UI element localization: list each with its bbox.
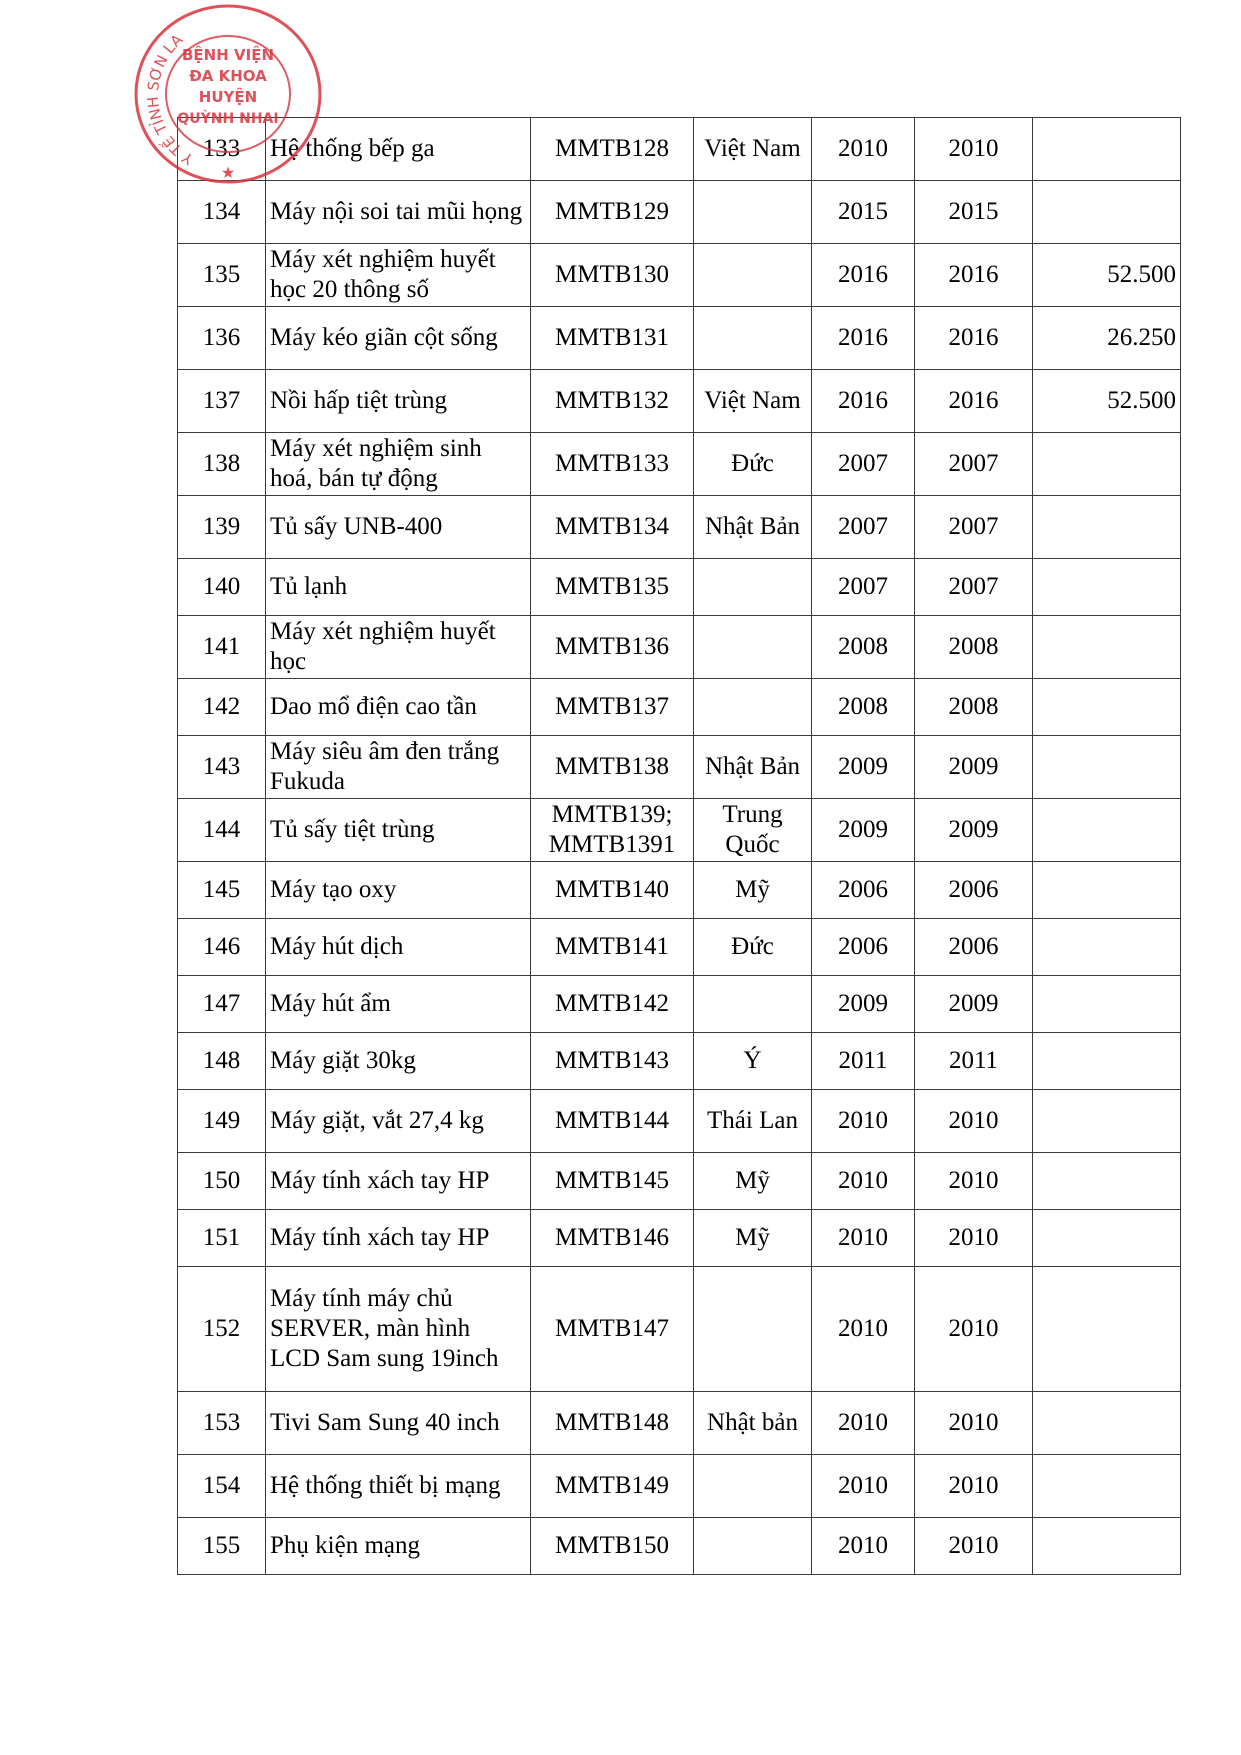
origin-country [694,976,812,1033]
year-of-manufacture: 2007 [812,559,915,616]
year-of-manufacture: 2008 [812,616,915,679]
origin-country: Mỹ [694,862,812,919]
equipment-name: Máy xét nghiệm huyết học 20 thông số [266,244,531,307]
table-row [178,1033,1181,1090]
year-in-use: 2007 [915,433,1033,496]
asset-code: MMTB134 [531,496,694,559]
table-row [178,1210,1181,1267]
origin-country [694,244,812,307]
value-cell [1033,862,1181,919]
row-number: 146 [178,919,266,976]
value-cell [1033,1392,1181,1455]
year-of-manufacture: 2010 [812,1153,915,1210]
year-in-use: 2010 [915,1267,1033,1392]
value-cell: 52.500 [1033,370,1181,433]
asset-code: MMTB130 [531,244,694,307]
asset-code: MMTB139; MMTB1391 [531,799,694,862]
equipment-name: Hệ thống thiết bị mạng [266,1455,531,1518]
equipment-name: Máy tính máy chủ SERVER, màn hình LCD Sam sung 19inch [266,1267,531,1392]
year-of-manufacture: 2009 [812,736,915,799]
row-number: 150 [178,1153,266,1210]
value-cell [1033,1153,1181,1210]
year-of-manufacture: 2010 [812,1210,915,1267]
row-number: 143 [178,736,266,799]
row-number: 144 [178,799,266,862]
year-of-manufacture: 2011 [812,1033,915,1090]
year-in-use: 2009 [915,736,1033,799]
stamp-line-1: BỆNH VIỆN [182,46,274,64]
row-number: 139 [178,496,266,559]
value-cell [1033,433,1181,496]
origin-country: Nhật Bản [694,736,812,799]
year-of-manufacture: 2006 [812,862,915,919]
year-in-use: 2009 [915,799,1033,862]
row-number: 137 [178,370,266,433]
row-number: 142 [178,679,266,736]
table-row [178,370,1181,433]
year-in-use: 2010 [915,1210,1033,1267]
equipment-name: Máy hút ẩm [266,976,531,1033]
asset-code: MMTB132 [531,370,694,433]
value-cell [1033,919,1181,976]
asset-code: MMTB145 [531,1153,694,1210]
year-in-use: 2007 [915,559,1033,616]
year-in-use: 2010 [915,1153,1033,1210]
equipment-name: Dao mổ điện cao tần [266,679,531,736]
row-number: 147 [178,976,266,1033]
table-row [178,244,1181,307]
row-number: 141 [178,616,266,679]
year-in-use: 2011 [915,1033,1033,1090]
equipment-name: Máy tính xách tay HP [266,1153,531,1210]
row-number: 151 [178,1210,266,1267]
table-row [178,496,1181,559]
year-in-use: 2015 [915,181,1033,244]
row-number: 140 [178,559,266,616]
origin-country: Mỹ [694,1153,812,1210]
equipment-name: Máy siêu âm đen trắng Fukuda [266,736,531,799]
year-of-manufacture: 2007 [812,496,915,559]
year-of-manufacture: 2010 [812,118,915,181]
asset-code: MMTB144 [531,1090,694,1153]
origin-country [694,1518,812,1575]
asset-code: MMTB146 [531,1210,694,1267]
origin-country [694,559,812,616]
table-row [178,679,1181,736]
value-cell: 52.500 [1033,244,1181,307]
table-row [178,799,1181,862]
origin-country [694,307,812,370]
year-in-use: 2006 [915,862,1033,919]
asset-code: MMTB129 [531,181,694,244]
year-in-use: 2008 [915,616,1033,679]
value-cell [1033,1518,1181,1575]
value-cell [1033,559,1181,616]
origin-country: Việt Nam [694,118,812,181]
asset-code: MMTB128 [531,118,694,181]
year-in-use: 2007 [915,496,1033,559]
value-cell [1033,1090,1181,1153]
year-of-manufacture: 2010 [812,1267,915,1392]
equipment-name: Máy hút dịch [266,919,531,976]
value-cell [1033,976,1181,1033]
equipment-name: Máy tạo oxy [266,862,531,919]
table-row [178,1392,1181,1455]
year-of-manufacture: 2010 [812,1518,915,1575]
year-of-manufacture: 2010 [812,1392,915,1455]
year-in-use: 2016 [915,307,1033,370]
value-cell [1033,1210,1181,1267]
value-cell [1033,736,1181,799]
asset-code: MMTB143 [531,1033,694,1090]
year-in-use: 2010 [915,1455,1033,1518]
asset-code: MMTB150 [531,1518,694,1575]
row-number: 133 [178,118,266,181]
asset-code: MMTB148 [531,1392,694,1455]
year-of-manufacture: 2010 [812,1455,915,1518]
year-in-use: 2006 [915,919,1033,976]
origin-country: Nhật bản [694,1392,812,1455]
row-number: 152 [178,1267,266,1392]
origin-country: Trung Quốc [694,799,812,862]
asset-code: MMTB137 [531,679,694,736]
year-in-use: 2010 [915,1518,1033,1575]
value-cell [1033,1267,1181,1392]
equipment-table-body [178,118,1181,1575]
table-row [178,1518,1181,1575]
equipment-name: Tủ lạnh [266,559,531,616]
origin-country [694,616,812,679]
row-number: 138 [178,433,266,496]
year-in-use: 2008 [915,679,1033,736]
year-in-use: 2016 [915,244,1033,307]
year-of-manufacture: 2015 [812,181,915,244]
asset-code: MMTB138 [531,736,694,799]
table-row [178,976,1181,1033]
year-in-use: 2009 [915,976,1033,1033]
year-of-manufacture: 2016 [812,370,915,433]
row-number: 136 [178,307,266,370]
value-cell: 26.250 [1033,307,1181,370]
equipment-name: Phụ kiện mạng [266,1518,531,1575]
origin-country [694,1455,812,1518]
star-icon: ★ [220,163,236,182]
year-of-manufacture: 2016 [812,244,915,307]
equipment-name: Tủ sấy tiệt trùng [266,799,531,862]
asset-code: MMTB147 [531,1267,694,1392]
year-of-manufacture: 2009 [812,976,915,1033]
table-row [178,433,1181,496]
equipment-name: Máy giặt 30kg [266,1033,531,1090]
origin-country: Thái Lan [694,1090,812,1153]
value-cell [1033,679,1181,736]
year-of-manufacture: 2007 [812,433,915,496]
table-row [178,862,1181,919]
equipment-name: Máy giặt, vắt 27,4 kg [266,1090,531,1153]
asset-code: MMTB142 [531,976,694,1033]
table-row [178,616,1181,679]
year-of-manufacture: 2008 [812,679,915,736]
table-row [178,1153,1181,1210]
table-row [178,1090,1181,1153]
asset-code: MMTB131 [531,307,694,370]
year-in-use: 2016 [915,370,1033,433]
value-cell [1033,181,1181,244]
year-in-use: 2010 [915,1392,1033,1455]
origin-country [694,181,812,244]
row-number: 149 [178,1090,266,1153]
value-cell [1033,496,1181,559]
value-cell [1033,799,1181,862]
equipment-name: Tủ sấy UNB-400 [266,496,531,559]
table-row [178,736,1181,799]
row-number: 154 [178,1455,266,1518]
asset-code: MMTB133 [531,433,694,496]
origin-country: Ý [694,1033,812,1090]
row-number: 145 [178,862,266,919]
table-row [178,1455,1181,1518]
asset-code: MMTB136 [531,616,694,679]
equipment-name: Nồi hấp tiệt trùng [266,370,531,433]
origin-country: Nhật Bản [694,496,812,559]
equipment-name: Máy nội soi tai mũi họng [266,181,531,244]
equipment-name: Tivi Sam Sung 40 inch [266,1392,531,1455]
equipment-name: Hệ thống bếp ga [266,118,531,181]
asset-code: MMTB149 [531,1455,694,1518]
value-cell [1033,1455,1181,1518]
origin-country [694,1267,812,1392]
row-number: 135 [178,244,266,307]
table-row [178,919,1181,976]
equipment-name: Máy xét nghiệm sinh hoá, bán tự động [266,433,531,496]
origin-country: Đức [694,433,812,496]
stamp-line-4: QUỲNH NHAI [177,111,279,127]
row-number: 153 [178,1392,266,1455]
table-row [178,307,1181,370]
red-seal-stamp [128,0,328,190]
row-number: 155 [178,1518,266,1575]
origin-country: Đức [694,919,812,976]
year-of-manufacture: 2016 [812,307,915,370]
value-cell [1033,118,1181,181]
table-row [178,559,1181,616]
year-of-manufacture: 2010 [812,1090,915,1153]
origin-country: Việt Nam [694,370,812,433]
year-of-manufacture: 2009 [812,799,915,862]
value-cell [1033,1033,1181,1090]
value-cell [1033,616,1181,679]
origin-country [694,679,812,736]
asset-code: MMTB135 [531,559,694,616]
stamp-ring-text: Y TẾ TỈNH SƠN LA [143,30,197,169]
year-of-manufacture: 2006 [812,919,915,976]
row-number: 134 [178,181,266,244]
asset-code: MMTB141 [531,919,694,976]
equipment-name: Máy xét nghiệm huyết học [266,616,531,679]
equipment-name: Máy kéo giãn cột sống [266,307,531,370]
equipment-table [177,117,1181,1575]
stamp-line-2: ĐA KHOA [189,67,267,85]
asset-code: MMTB140 [531,862,694,919]
row-number: 148 [178,1033,266,1090]
equipment-name: Máy tính xách tay HP [266,1210,531,1267]
table-row [178,1267,1181,1392]
year-in-use: 2010 [915,118,1033,181]
stamp-line-3: HUYỆN [198,88,258,106]
year-in-use: 2010 [915,1090,1033,1153]
origin-country: Mỹ [694,1210,812,1267]
